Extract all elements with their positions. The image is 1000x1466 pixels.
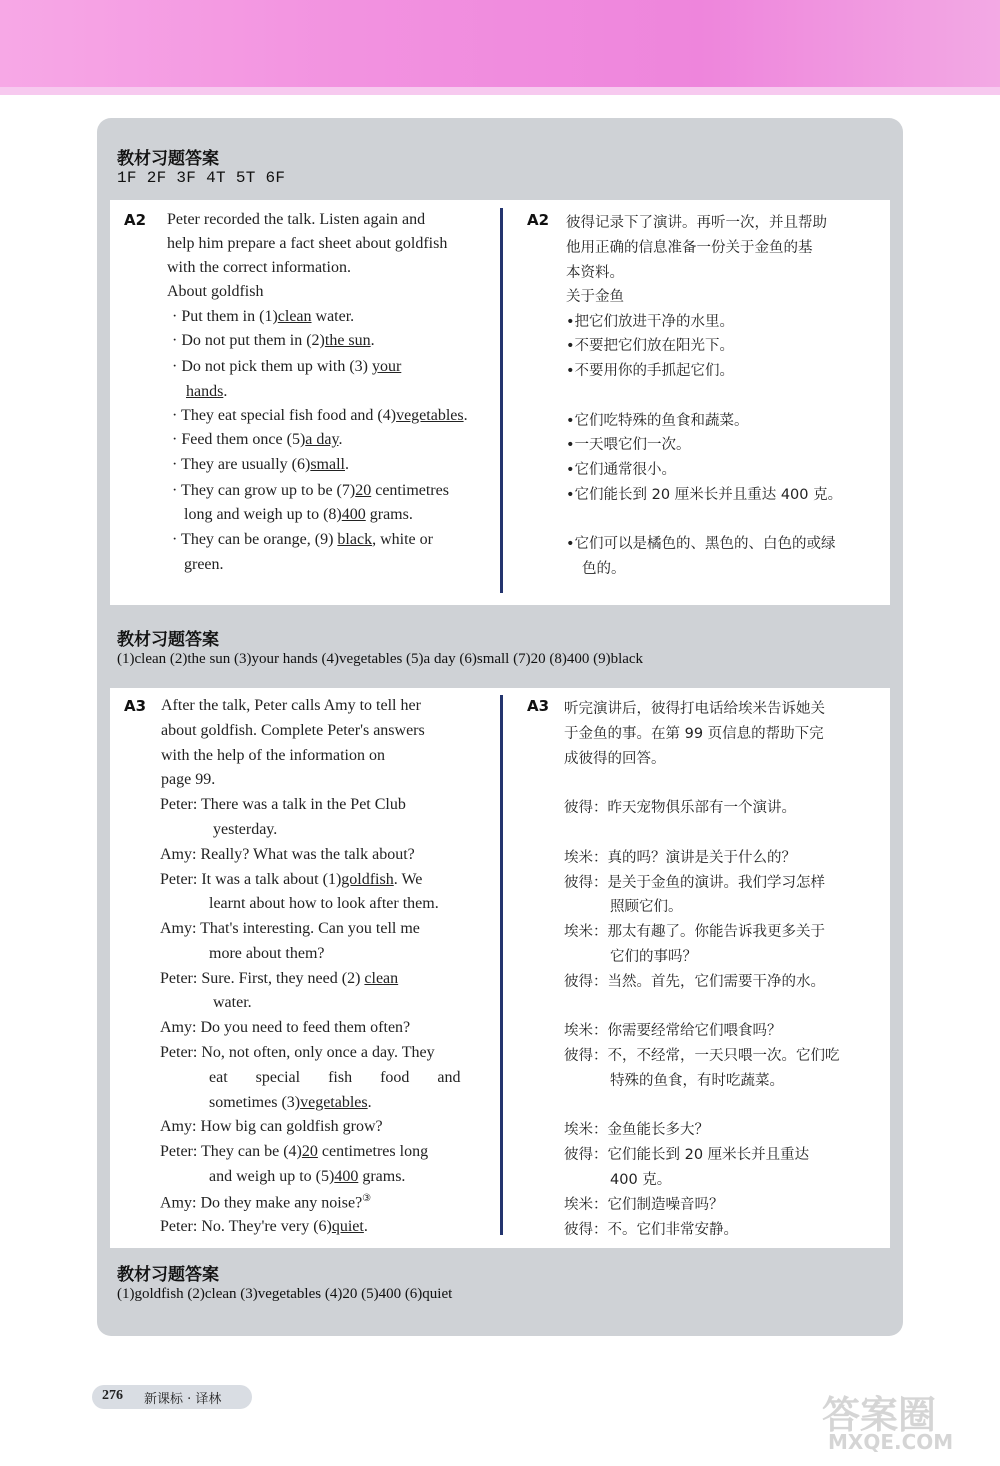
dialogue-line: learnt about how to look after them. bbox=[209, 895, 439, 912]
dialogue-line: Amy: That's interesting. Can you tell me bbox=[160, 920, 420, 937]
answer-blank: quiet bbox=[331, 1218, 364, 1235]
watermark-text: 答案圈 bbox=[822, 1393, 937, 1437]
answer-blank: a day bbox=[305, 431, 339, 448]
column-divider-a2 bbox=[500, 208, 503, 593]
a2-zh-line: •它们能长到 20 厘米长并且重达 400 克。 bbox=[566, 487, 843, 503]
answer-blank: 400 bbox=[334, 1168, 359, 1185]
answer-blank: hands bbox=[186, 383, 224, 400]
a2-zh-line: •把它们放进干净的水里。 bbox=[566, 314, 735, 330]
footnote-marker: ③ bbox=[362, 1193, 372, 1204]
a2-instruction-line: Peter recorded the talk. Listen again and bbox=[167, 211, 426, 228]
a3-instruction-line: page 99. bbox=[161, 771, 216, 788]
dialogue-line: Peter: They can be (4)20 centimetres long bbox=[160, 1143, 429, 1160]
answer-blank: 20 bbox=[301, 1143, 318, 1160]
a2-bullet-5: · Feed them once (5)a day. bbox=[172, 431, 343, 448]
dialogue-line: sometimes (3)vegetables. bbox=[209, 1094, 372, 1111]
dialogue-line: Amy: Do you need to feed them often? bbox=[160, 1019, 411, 1036]
a3-zh-line: 它们的事吗？ bbox=[610, 949, 697, 965]
a3-zh-line: 照顾它们。 bbox=[610, 899, 683, 915]
a2-zh-label: A2 bbox=[527, 211, 550, 229]
dialogue-line: Peter: No, not often, only once a day. They bbox=[160, 1044, 435, 1061]
a2-zh-line: 本资料。 bbox=[566, 265, 624, 281]
a2-bullet-1: · Put them in (1)clean water. bbox=[172, 308, 355, 325]
answer-blank: vegetables bbox=[300, 1094, 368, 1111]
a3-zh-line: 彼得：昨天宠物俱乐部有一个演讲。 bbox=[564, 800, 796, 816]
a3-zh-label: A3 bbox=[527, 697, 550, 715]
a2-fact-title: About goldfish bbox=[167, 283, 264, 300]
answer-blank: your bbox=[371, 358, 402, 375]
a2-label: A2 bbox=[124, 211, 147, 229]
a2-bullet-3: · Do not pick them up with (3) your bbox=[172, 358, 402, 375]
a2-bullet-3-cont: hands. bbox=[186, 383, 228, 400]
a3-zh-line: 埃米：它们制造噪音吗？ bbox=[564, 1197, 724, 1213]
page-number: 276 bbox=[102, 1388, 123, 1403]
answer-blank: vegetables bbox=[396, 407, 464, 424]
dialogue-line: Peter: No. They're very (6)quiet. bbox=[160, 1218, 368, 1235]
a2-zh-line: 关于金鱼 bbox=[566, 289, 624, 305]
answers-heading-2: 教材习题答案 bbox=[117, 630, 219, 650]
a3-zh-line: 彼得：是关于金鱼的演讲。我们学习怎样 bbox=[564, 875, 825, 891]
answer-blank: clean bbox=[364, 970, 399, 987]
answer-blank: black bbox=[337, 531, 373, 548]
dialogue-line: Peter: Sure. First, they need (2) clean bbox=[160, 970, 399, 987]
a3-zh-line: 埃米：真的吗？演讲是关于什么的？ bbox=[564, 850, 796, 866]
a3-zh-line: 400 克。 bbox=[610, 1172, 672, 1188]
a2-zh-line: •不要把它们放在阳光下。 bbox=[566, 338, 735, 354]
a3-instruction-line: with the help of the information on bbox=[161, 747, 385, 764]
a2-zh-line: •它们吃特殊的鱼食和蔬菜。 bbox=[566, 413, 749, 429]
a3-zh-line: 特殊的鱼食，有时吃蔬菜。 bbox=[610, 1073, 784, 1089]
a2-instruction-line: help him prepare a fact sheet about goldfish bbox=[167, 235, 448, 252]
dialogue-line: Amy: How big can goldfish grow? bbox=[160, 1118, 383, 1135]
watermark-url: MXQE.COM bbox=[828, 1430, 954, 1454]
dialogue-line: Peter: It was a talk about (1)goldfish. We bbox=[160, 871, 423, 888]
dialogue-line: Peter: There was a talk in the Pet Club bbox=[160, 796, 406, 813]
a2-zh-line: 色的。 bbox=[582, 561, 626, 577]
watermark-logo bbox=[822, 1384, 992, 1456]
answer-blank: 20 bbox=[355, 482, 372, 499]
a2-zh-line: 彼得记录下了演讲。再听一次，并且帮助 bbox=[566, 215, 827, 231]
a3-zh-line: 埃米：那太有趣了。你能告诉我更多关于 bbox=[564, 924, 825, 940]
a2-zh-line: •不要用你的手抓起它们。 bbox=[566, 363, 735, 379]
a3-zh-line: 于金鱼的事。在第 99 页信息的帮助下完 bbox=[564, 726, 824, 742]
dialogue-line: Amy: Really? What was the talk about? bbox=[160, 846, 415, 863]
a2-bullet-4: · They eat special fish food and (4)vegetables. bbox=[172, 407, 468, 424]
a2-bullet-8: · They can be orange, (9) black, white or bbox=[172, 531, 433, 548]
dialogue-line: more about them? bbox=[209, 945, 325, 962]
a2-bullet-8-cont: green. bbox=[184, 556, 224, 573]
dialogue-line: and weigh up to (5)400 grams. bbox=[209, 1168, 406, 1185]
dialogue-line: eat special fish food and bbox=[209, 1069, 461, 1086]
a2-zh-line: •它们可以是橘色的、黑色的、白色的或绿 bbox=[566, 536, 836, 552]
series-name: 新课标 · 译林 bbox=[144, 1392, 222, 1407]
a2-instruction-line: with the correct information. bbox=[167, 259, 351, 276]
a2-bullet-2: · Do not put them in (2)the sun. bbox=[172, 332, 375, 349]
answer-blank: goldfish bbox=[341, 871, 394, 888]
answers-line-2: (1)clean (2)the sun (3)your hands (4)vegetables (5)a day (6)small (7)20 (8)400 (9)black bbox=[117, 651, 644, 667]
a3-zh-line: 埃米：你需要经常给它们喂食吗？ bbox=[564, 1023, 782, 1039]
dialogue-line: yesterday. bbox=[213, 821, 278, 838]
a2-bullet-7: · They can grow up to be (7)20 centimetres bbox=[172, 482, 449, 499]
a3-zh-line: 听完演讲后，彼得打电话给埃米告诉她关 bbox=[564, 701, 825, 717]
answer-blank: small bbox=[310, 456, 345, 473]
a3-zh-line: 成彼得的回答。 bbox=[564, 751, 666, 767]
a2-zh-line: 他用正确的信息准备一份关于金鱼的基 bbox=[566, 240, 813, 256]
answers-heading-3: 教材习题答案 bbox=[117, 1265, 219, 1285]
a3-zh-line: 彼得：它们能长到 20 厘米长并且重达 bbox=[564, 1147, 810, 1163]
a2-bullet-6: · They are usually (6)small. bbox=[172, 456, 349, 473]
a3-zh-line: 彼得：不，不经常，一天只喂一次。它们吃 bbox=[564, 1048, 840, 1064]
answers-heading-1: 教材习题答案 bbox=[117, 149, 219, 169]
top-decorative-band bbox=[0, 0, 1000, 95]
a3-zh-line: 彼得：不。它们非常安静。 bbox=[564, 1222, 738, 1238]
dialogue-line: water. bbox=[213, 994, 252, 1011]
answers-line-3: (1)goldfish (2)clean (3)vegetables (4)20 (5)400 (6)quiet bbox=[117, 1286, 453, 1302]
answers-line-1: 1F 2F 3F 4T 5T 6F bbox=[117, 169, 286, 187]
a2-bullet-7-cont: long and weigh up to (8)400 grams. bbox=[184, 506, 413, 523]
dialogue-line: Amy: Do they make any noise?③ bbox=[160, 1193, 372, 1212]
answer-blank: clean bbox=[277, 308, 312, 325]
answer-blank: the sun bbox=[324, 332, 371, 349]
a3-instruction-line: about goldfish. Complete Peter's answers bbox=[161, 722, 425, 739]
page-footer bbox=[92, 1385, 252, 1409]
a3-instruction-line: After the talk, Peter calls Amy to tell her bbox=[161, 697, 421, 714]
answer-blank: 400 bbox=[341, 506, 366, 523]
a3-label: A3 bbox=[124, 697, 147, 715]
a2-zh-line: •一天喂它们一次。 bbox=[566, 437, 691, 453]
column-divider-a3 bbox=[500, 695, 503, 1235]
a3-zh-line: 埃米：金鱼能长多大？ bbox=[564, 1122, 709, 1138]
a3-zh-line: 彼得：当然。首先，它们需要干净的水。 bbox=[564, 974, 825, 990]
a2-zh-line: •它们通常很小。 bbox=[566, 462, 677, 478]
